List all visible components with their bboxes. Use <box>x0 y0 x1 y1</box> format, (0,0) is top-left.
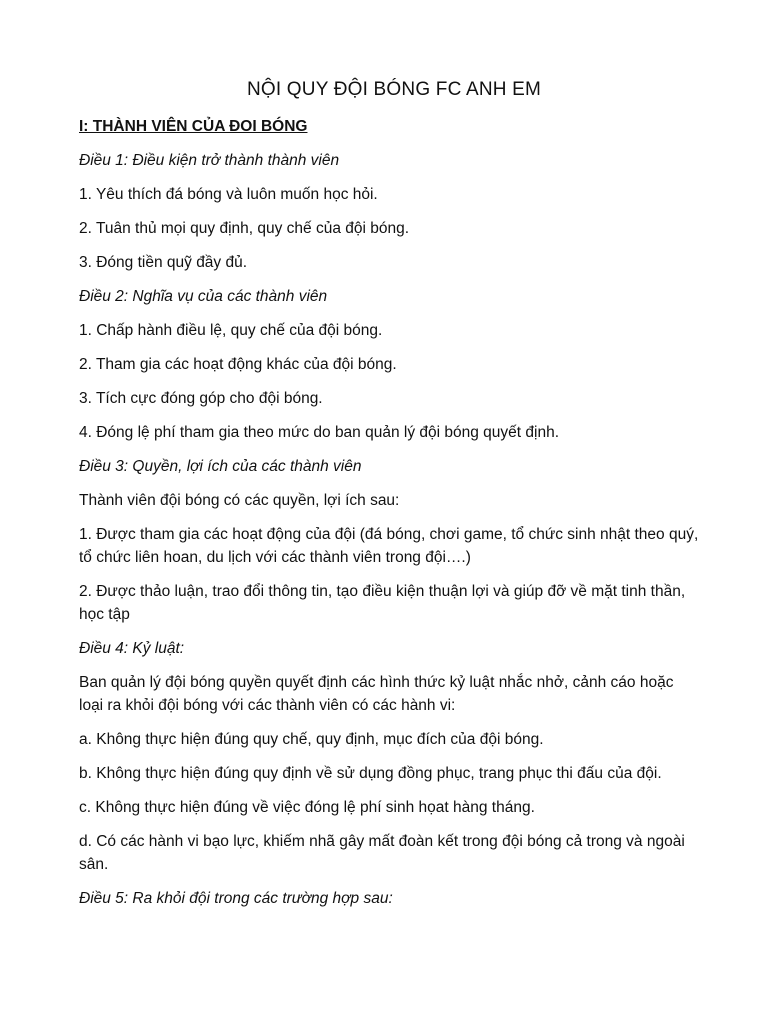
article-2-item: 3. Tích cực đóng góp cho đội bóng. <box>79 390 323 407</box>
article-3-heading: Điều 3: Quyền, lợi ích của các thành viên <box>79 458 362 475</box>
section-heading-members: I: THÀNH VIÊN CỦA ĐOI BÓNG <box>79 118 308 135</box>
article-3-item: 2. Được thảo luận, trao đổi thông tin, tạo điều kiện thuận lợi và giúp đỡ về mặt tinh thần, học tập <box>79 583 686 623</box>
article-3-item: 1. Được tham gia các hoạt động của đội (đá bóng, chơi game, tổ chức sinh nhật theo quý, tổ chức liên hoan, du lịch với các thành viên trong đội….) <box>79 526 699 566</box>
article-1-item: 3. Đóng tiền quỹ đầy đủ. <box>79 254 248 271</box>
document-title: NỘI QUY ĐỘI BÓNG FC ANH EM <box>246 79 542 100</box>
article-3-intro: Thành viên đội bóng có các quyền, lợi ích sau: <box>79 492 400 509</box>
article-1-item: 2. Tuân thủ mọi quy định, quy chế của đội bóng. <box>79 220 410 237</box>
article-1-item: 1. Yêu thích đá bóng và luôn muốn học hỏi. <box>79 186 378 203</box>
article-4-heading: Điều 4: Kỷ luật: <box>79 640 185 657</box>
article-4-item: d. Có các hành vi bạo lực, khiếm nhã gây mất đoàn kết trong đội bóng cả trong và ngoài sân. <box>79 833 685 873</box>
article-2-item: 2. Tham gia các hoạt động khác của đội bóng. <box>79 356 397 373</box>
article-4-intro: Ban quản lý đội bóng quyền quyết định các hình thức kỷ luật nhắc nhở, cảnh cáo hoặc loại ra khỏi đội bóng với các thành viên có các hành vi: <box>79 674 674 714</box>
article-2-heading: Điều 2: Nghĩa vụ của các thành viên <box>79 288 328 305</box>
article-1-heading: Điều 1: Điều kiện trở thành thành viên <box>79 152 340 169</box>
article-2-item: 1. Chấp hành điều lệ, quy chế của đội bóng. <box>79 322 383 339</box>
article-4-item: a. Không thực hiện đúng quy chế, quy định, mục đích của đội bóng. <box>79 731 544 748</box>
article-5-heading: Điều 5: Ra khỏi đội trong các trường hợp sau: <box>79 890 393 907</box>
article-4-item: b. Không thực hiện đúng quy định về sử dụng đồng phục, trang phục thi đấu của đội. <box>79 765 662 782</box>
document-content <box>79 78 699 921</box>
article-2-item: 4. Đóng lệ phí tham gia theo mức do ban quản lý đội bóng quyết định. <box>79 424 560 441</box>
article-4-item: c. Không thực hiện đúng về việc đóng lệ phí sinh họat hàng tháng. <box>79 799 535 816</box>
